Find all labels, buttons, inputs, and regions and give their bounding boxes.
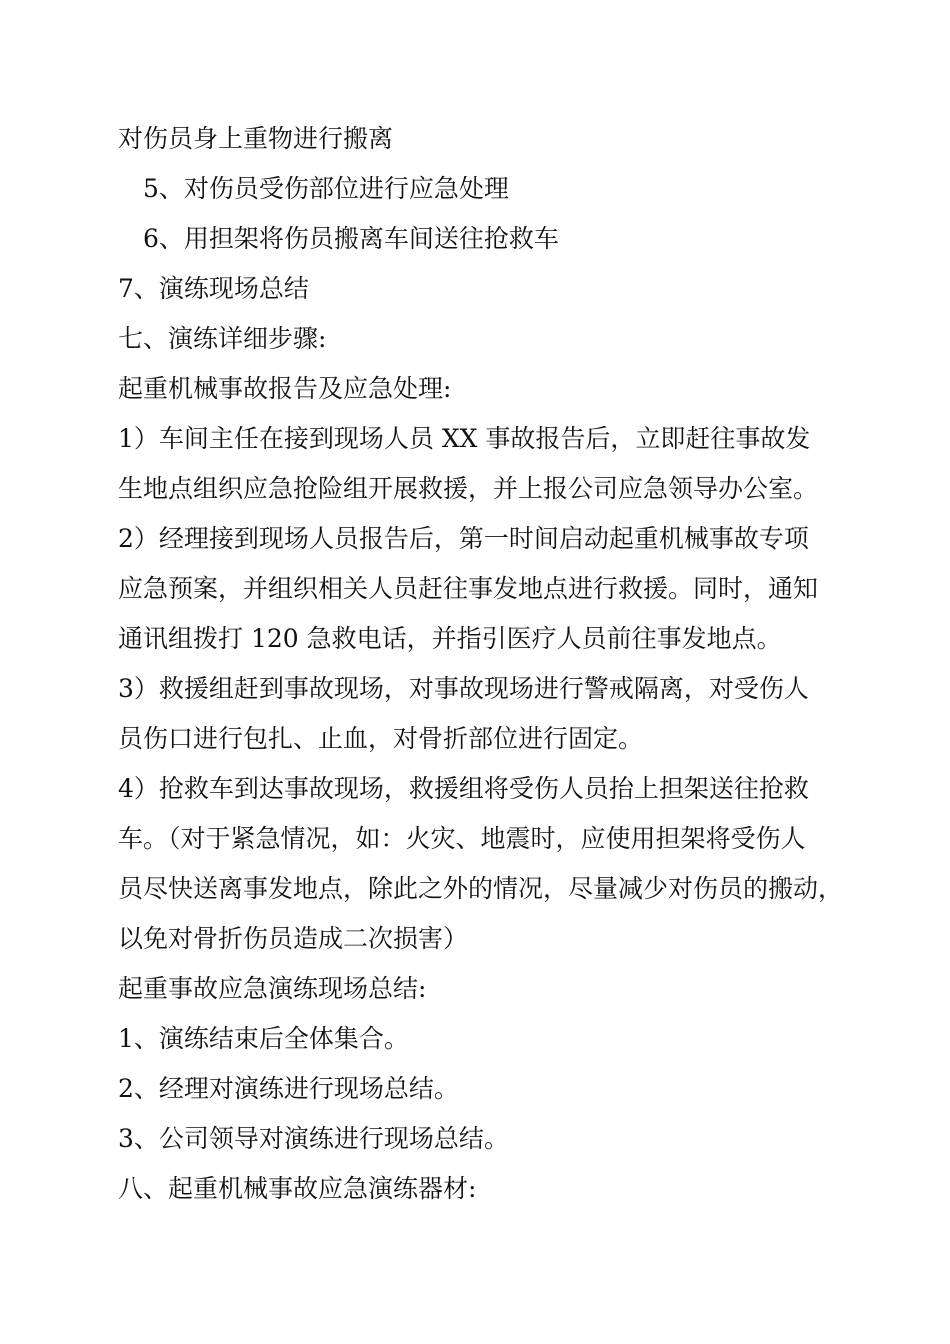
section-heading: 八、起重机械事故应急演练器材: <box>118 1174 477 1203</box>
text-line: 对伤员身上重物进行搬离 <box>118 124 394 153</box>
text-line: 生地点组织应急抢险组开展救援，并上报公司应急领导办公室。 <box>118 474 819 503</box>
text-line: 3、公司领导对演练进行现场总结。 <box>118 1124 509 1153</box>
document-body <box>118 114 858 1214</box>
text-line: 通讯组拨打 120 急救电话，并指引医疗人员前往事发地点。 <box>118 624 782 653</box>
text-line: 应急预案，并组织相关人员赶往事发地点进行救援。同时，通知 <box>118 574 819 603</box>
text-line: 3）救援组赶到事故现场，对事故现场进行警戒隔离，对受伤人 <box>118 674 809 703</box>
text-line: 2）经理接到现场人员报告后，第一时间启动起重机械事故专项 <box>118 524 809 553</box>
text-line: 1、演练结束后全体集合。 <box>118 1024 409 1053</box>
text-line: 车。（对于紧急情况，如：火灾、地震时，应使用担架将受伤人 <box>118 824 806 853</box>
text-line: 5、对伤员受伤部位进行应急处理 <box>143 174 509 203</box>
text-line: 7、演练现场总结 <box>118 274 309 303</box>
text-line: 以免对骨折伤员造成二次损害） <box>118 924 469 953</box>
subsection-heading: 起重机械事故报告及应急处理: <box>118 374 452 403</box>
section-heading: 七、演练详细步骤: <box>118 324 327 353</box>
text-line: 员伤口进行包扎、止血，对骨折部位进行固定。 <box>118 724 644 753</box>
text-line: 2、经理对演练进行现场总结。 <box>118 1074 459 1103</box>
text-line: 1）车间主任在接到现场人员 XX 事故报告后，立即赶往事故发 <box>118 424 811 453</box>
text-line: 员尽快送离事发地点，除此之外的情况，尽量减少对伤员的搬动， <box>118 874 844 903</box>
text-line: 4）抢救车到达事故现场，救援组将受伤人员抬上担架送往抢救 <box>118 774 809 803</box>
subsection-heading: 起重事故应急演练现场总结: <box>118 974 427 1003</box>
text-line: 6、用担架将伤员搬离车间送往抢救车 <box>143 224 559 253</box>
